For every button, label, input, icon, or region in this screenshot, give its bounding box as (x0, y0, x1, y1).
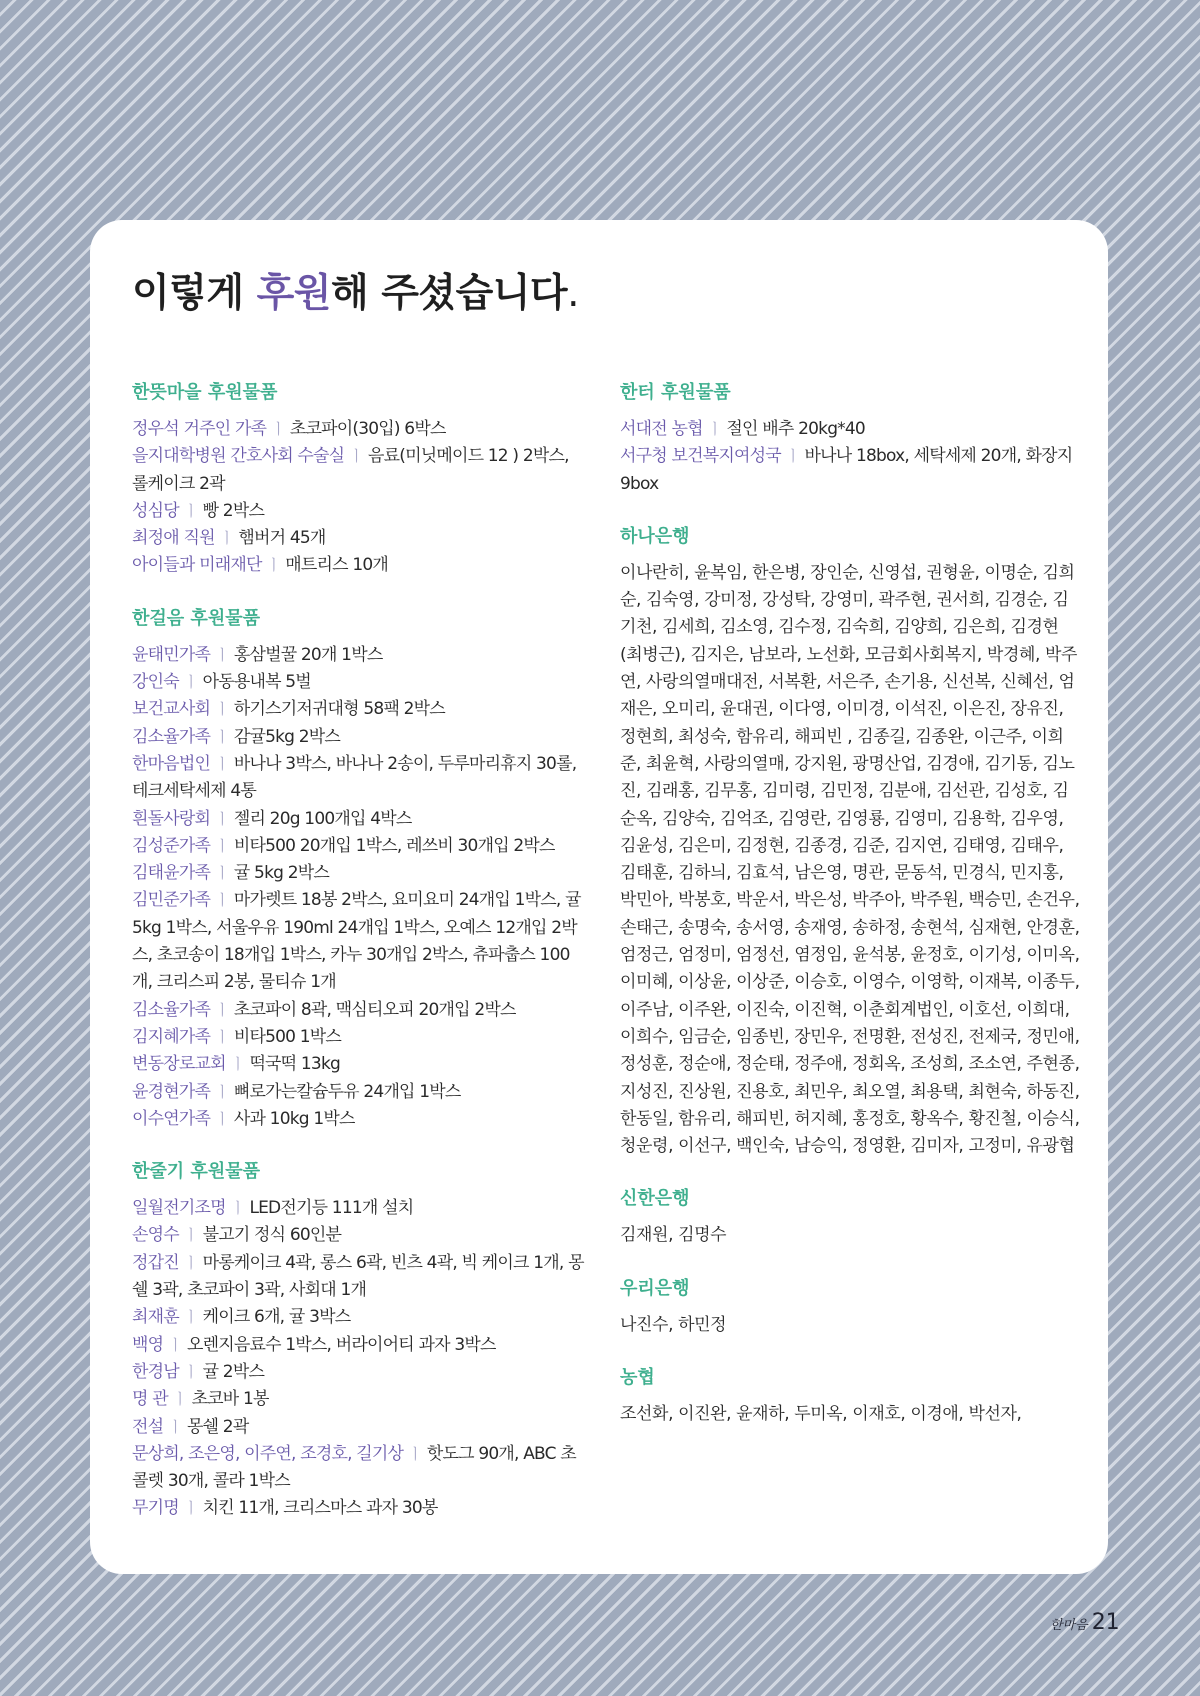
donation-section (132, 606, 587, 1133)
donation-entry (132, 642, 587, 669)
donated-items: 케이크 6개, 귤 3박스 (202, 1307, 351, 1328)
donation-entry (132, 552, 587, 579)
title-before: 이렇게 (132, 271, 257, 316)
separator-bar: ㅣ (230, 1055, 245, 1074)
donated-items: 음료(미닛메이드 12 ) 2박스, 롤케이크 2곽 (132, 446, 569, 494)
donated-items: 비타500 1박스 (233, 1026, 341, 1047)
donor-name: 을지대학병원 간호사회 수술실 (132, 446, 345, 467)
section-heading: 신한은행 (620, 1188, 690, 1210)
donation-entry (132, 887, 587, 996)
donor-name: 서구청 보건복지여성국 (620, 446, 781, 467)
donated-items: 홍삼벌꿀 20개 1박스 (233, 644, 383, 665)
donor-name: 명 관 (132, 1389, 168, 1410)
donated-items: 햄버거 45개 (238, 528, 326, 549)
separator-bar: ㅣ (183, 1253, 198, 1272)
separator-bar: ㅣ (349, 447, 363, 466)
donation-entry (132, 1079, 587, 1106)
donor-name: 한마음법인 (132, 753, 211, 774)
donated-items: 절인 배추 20kg*40 (726, 419, 865, 439)
donor-name: 아이들과 미래재단 (132, 555, 262, 576)
title-highlight: 후원 (256, 271, 331, 316)
right-column (620, 380, 1080, 1454)
donation-entry (132, 806, 587, 833)
donor-name: 무기명 (132, 1498, 179, 1519)
donated-items: 감귤5kg 2박스 (233, 726, 340, 747)
donor-name: 정우석 거주인 가족 (132, 419, 267, 439)
donation-entry (132, 1332, 587, 1359)
donation-entry (132, 997, 587, 1024)
donor-name: 김소율가족 (132, 999, 211, 1020)
donated-items: 비타500 20개입 1박스, 레쓰비 30개입 2박스 (233, 835, 555, 856)
donated-items: 뼈로가는칼슘두유 24개입 1박스 (233, 1081, 461, 1102)
separator-bar: ㅣ (183, 1308, 198, 1327)
donation-entry (132, 833, 587, 860)
donor-name: 성심당 (132, 500, 179, 521)
separator-bar: ㅣ (408, 1444, 422, 1463)
donated-items: 마롱케이크 4곽, 롱스 6곽, 빈츠 4곽, 빅 케이크 1개, 몽쉘 3곽, 초코파이 3곽, 사회대 1개 (132, 1252, 584, 1301)
donation-entry (132, 1222, 587, 1249)
donor-name: 강인숙 (132, 672, 179, 693)
section-woori-bank (620, 1276, 1080, 1339)
separator-bar: ㅣ (168, 1335, 182, 1354)
donor-names: 김재원, 김명수 (620, 1225, 727, 1246)
donation-section (132, 1159, 587, 1523)
donor-name: 문상희, 조은영, 이주연, 조경호, 길기상 (132, 1443, 404, 1464)
donated-items: 마가렛트 18봉 2박스, 요미요미 24개입 1박스, 귤5kg 1박스, 서울우유 190ml 24개입 1박스, 오예스 12개입 2박스, 초코송이 18개입 1박스, 카누 30개입 2박스, 츄파춥스 100개, 크리스피 2봉, 물티슈 1개 (132, 890, 581, 993)
section-heading: 농협 (620, 1367, 655, 1389)
donor-name: 변동장로교회 (132, 1054, 226, 1075)
separator-bar: ㅣ (183, 501, 198, 520)
donor-name: 김소율가족 (132, 726, 211, 747)
donation-entry (132, 443, 587, 498)
donation-entry (132, 1106, 587, 1133)
separator-bar: ㅣ (183, 673, 198, 692)
separator-bar: ㅣ (183, 1226, 198, 1245)
donated-items: 사과 10kg 1박스 (233, 1108, 355, 1129)
donor-names: 이나란히, 윤복임, 한은병, 장인순, 신영섭, 권형윤, 이명순, 김희순, 김숙영, 강미정, 강성탁, 강영미, 곽주현, 권서희, 김경순, 김기천, 김세희, 김소영, 김수정, 김숙희, 김양희, 김은희, 김경현(최병근), 김지은, 남보라, 노선화, 모금회사회복지, 박경혜, 박주연, 사랑의열매대전, 서복환, 서은주, 손기용, 신선복, 신혜선, 엄재은, 오미리, 윤대권, 이다영, 이미경, 이석진, 이은진, 장유진, 정현희, 최성숙, 함유리, 해피빈 , 김종길, 김종완, 이근주, 이희준, 최윤혁, 사랑의열매, 강지원, 광명산업, 김경애, 김기동, 김노진, 김래홍, 김무홍, 김미령, 김민정, 김분애, 김선관, 김성호, 김순옥, 김양숙, 김억조, 김영란, 김영룡, 김영미, 김용학, 김우영, 김윤성, 김은미, 김정현, 김종경, 김준, 김지연, 김태영, 김태우, 김태훈, 김하늬, 김효석, 남은영, 명관, 문동석, 민경식, 민지홍, 박민아, 박봉호, 박운서, 박은성, 박주아, 박주원, 백승민, 손건우, 손태근, 송명숙, 송서영, 송재영, 송하정, 송현석, 심재현, 안경훈, 엄정근, 엄정미, 엄정선, 염정임, 윤석봉, 윤정호, 이기성, 이미옥, 이미혜, 이상윤, 이상준, 이승호, 이영수, 이영학, 이재복, 이종두, 이주남, 이주완, 이진숙, 이진혁, 이춘회계법인, 이호선, 이희대, 이희수, 임금순, 임종빈, 장민우, 전명환, 전성진, 전제국, 정민애, 정성훈, 정순애, 정순태, 정주애, 정회옥, 조성희, 조소연, 주현종, 지성진, 진상원, 진용호, 최민우, 최오열, 최용택, 최현숙, 하동진, 한동일, 함유리, 해피빈, 허지혜, 홍정호, 황옥수, 황진철, 이승식, 청운령, 이선구, 백인숙, 남승익, 정영환, 김미자, 고정미, 유광협 (620, 562, 1080, 1157)
hanter-entries (620, 416, 1080, 498)
donation-entry (132, 669, 587, 696)
donor-names: 나진수, 하민정 (620, 1314, 727, 1335)
donor-name: 김태윤가족 (132, 863, 211, 884)
section-heading: 한걸음 후원물품 (132, 607, 260, 629)
separator-bar: ㅣ (183, 1362, 198, 1381)
donor-name: 정갑진 (132, 1252, 179, 1273)
separator-bar: ㅣ (266, 556, 281, 575)
donated-items: 아동용내복 5벌 (202, 672, 311, 693)
donated-items: 귤 5kg 2박스 (233, 863, 329, 884)
title-period: . (567, 271, 579, 316)
section-heading: 한터 후원물품 (620, 382, 731, 403)
donor-name: 한경남 (132, 1361, 179, 1382)
donation-entry (132, 416, 587, 443)
donation-entry (132, 1304, 587, 1331)
donation-entry (132, 724, 587, 751)
donation-section (132, 380, 587, 580)
magazine-logo: 한마음 (1050, 1618, 1088, 1633)
donor-name: 최정애 직원 (132, 528, 215, 549)
separator-bar: ㅣ (215, 809, 229, 828)
donor-name: 백영 (132, 1334, 164, 1355)
section-hana-bank (620, 524, 1080, 1161)
donated-items: 초코바 1봉 (191, 1389, 269, 1410)
donor-name: 윤태민가족 (132, 644, 211, 665)
donated-items: 치킨 11개, 크리스마스 과자 30봉 (202, 1498, 438, 1519)
donated-items: 핫도그 90개, ABC 초콜렛 30개, 콜라 1박스 (132, 1443, 576, 1492)
separator-bar: ㅣ (215, 1082, 229, 1101)
donated-items: 오렌지음료수 1박스, 버라이어티 과자 3박스 (186, 1334, 496, 1355)
donation-entry (132, 1414, 587, 1441)
separator-bar: ㅣ (215, 1027, 229, 1046)
donation-entry (132, 1386, 587, 1413)
separator-bar: ㅣ (215, 1109, 229, 1128)
donation-entry (132, 696, 587, 723)
donor-name: 최재훈 (132, 1307, 179, 1328)
separator-bar: ㅣ (215, 1000, 229, 1019)
separator-bar: ㅣ (215, 864, 229, 883)
separator-bar: ㅣ (215, 836, 229, 855)
section-heading: 한줄기 후원물품 (132, 1161, 260, 1183)
donated-items: 귤 2박스 (202, 1361, 265, 1382)
donation-entry (132, 1359, 587, 1386)
separator-bar: ㅣ (707, 420, 722, 438)
donor-name: 일월전기조명 (132, 1198, 226, 1219)
separator-bar: ㅣ (271, 420, 285, 438)
separator-bar: ㅣ (230, 1199, 245, 1218)
donation-entry (132, 1024, 587, 1051)
donation-entry (620, 416, 1080, 443)
donated-items: 불고기 정식 60인분 (202, 1225, 342, 1246)
section-hanter (620, 380, 1080, 498)
separator-bar: ㅣ (215, 891, 229, 910)
separator-bar: ㅣ (183, 1499, 198, 1518)
donor-name: 보건교사회 (132, 699, 211, 720)
donated-items: 바나나 18box, 세탁세제 20개, 화장지 9box (620, 446, 1073, 494)
donated-items: 바나나 3박스, 바나나 2송이, 두루마리휴지 30롤, 테크세탁세제 4통 (132, 753, 577, 802)
donation-entry (132, 525, 587, 552)
donated-items: 초코파이(30입) 6박스 (289, 419, 446, 439)
donation-entry (132, 860, 587, 887)
section-heading: 우리은행 (620, 1277, 690, 1299)
separator-bar: ㅣ (215, 700, 229, 719)
donated-items: 몽쉘 2곽 (186, 1416, 249, 1437)
separator-bar: ㅣ (172, 1390, 187, 1409)
donation-entry (132, 1051, 587, 1078)
page-title (132, 262, 579, 318)
section-nonghyup (620, 1365, 1080, 1428)
donated-items: 초코파이 8곽, 맥심티오피 20개입 2박스 (233, 999, 516, 1020)
donation-entry (132, 498, 587, 525)
donor-name: 손영수 (132, 1225, 179, 1246)
donation-entry (132, 1495, 587, 1522)
donor-name: 김지혜가족 (132, 1026, 211, 1047)
donated-items: 매트리스 10개 (285, 555, 389, 576)
donated-items: LED전기등 111개 설치 (249, 1198, 414, 1219)
left-column (132, 380, 587, 1549)
donated-items: 빵 2박스 (202, 500, 265, 521)
page-number: 21 (1091, 1610, 1120, 1635)
separator-bar: ㅣ (219, 529, 234, 548)
separator-bar: ㅣ (215, 754, 229, 773)
donor-name: 김민준가족 (132, 890, 211, 911)
section-shinhan-bank (620, 1186, 1080, 1249)
donor-name: 이수연가족 (132, 1108, 211, 1129)
donated-items: 떡국떡 13kg (249, 1054, 340, 1075)
donation-entry (132, 751, 587, 806)
donated-items: 젤리 20g 100개입 4박스 (233, 808, 412, 829)
donor-name: 김성준가족 (132, 835, 211, 856)
donation-entry (132, 1250, 587, 1305)
donor-name: 흰돌사랑회 (132, 808, 211, 829)
section-heading: 하나은행 (620, 525, 690, 547)
page-footer (1050, 1610, 1120, 1635)
separator-bar: ㅣ (168, 1417, 182, 1436)
donor-name: 전설 (132, 1416, 164, 1437)
donation-entry (132, 1195, 587, 1222)
donor-name: 서대전 농협 (620, 419, 703, 439)
donation-entry (620, 443, 1080, 498)
content-card (90, 220, 1108, 1574)
donated-items: 하기스기저귀대형 58팩 2박스 (233, 699, 445, 720)
separator-bar: ㅣ (785, 447, 800, 466)
separator-bar: ㅣ (215, 727, 229, 746)
donor-names: 조선화, 이진완, 윤재하, 두미옥, 이재호, 이경애, 박선자, (620, 1404, 1022, 1425)
title-after: 해 주셨습니다 (330, 271, 568, 316)
donor-name: 윤경현가족 (132, 1081, 211, 1102)
section-heading: 한뜻마을 후원물품 (132, 382, 278, 403)
separator-bar: ㅣ (215, 645, 229, 664)
donation-entry (132, 1441, 587, 1496)
